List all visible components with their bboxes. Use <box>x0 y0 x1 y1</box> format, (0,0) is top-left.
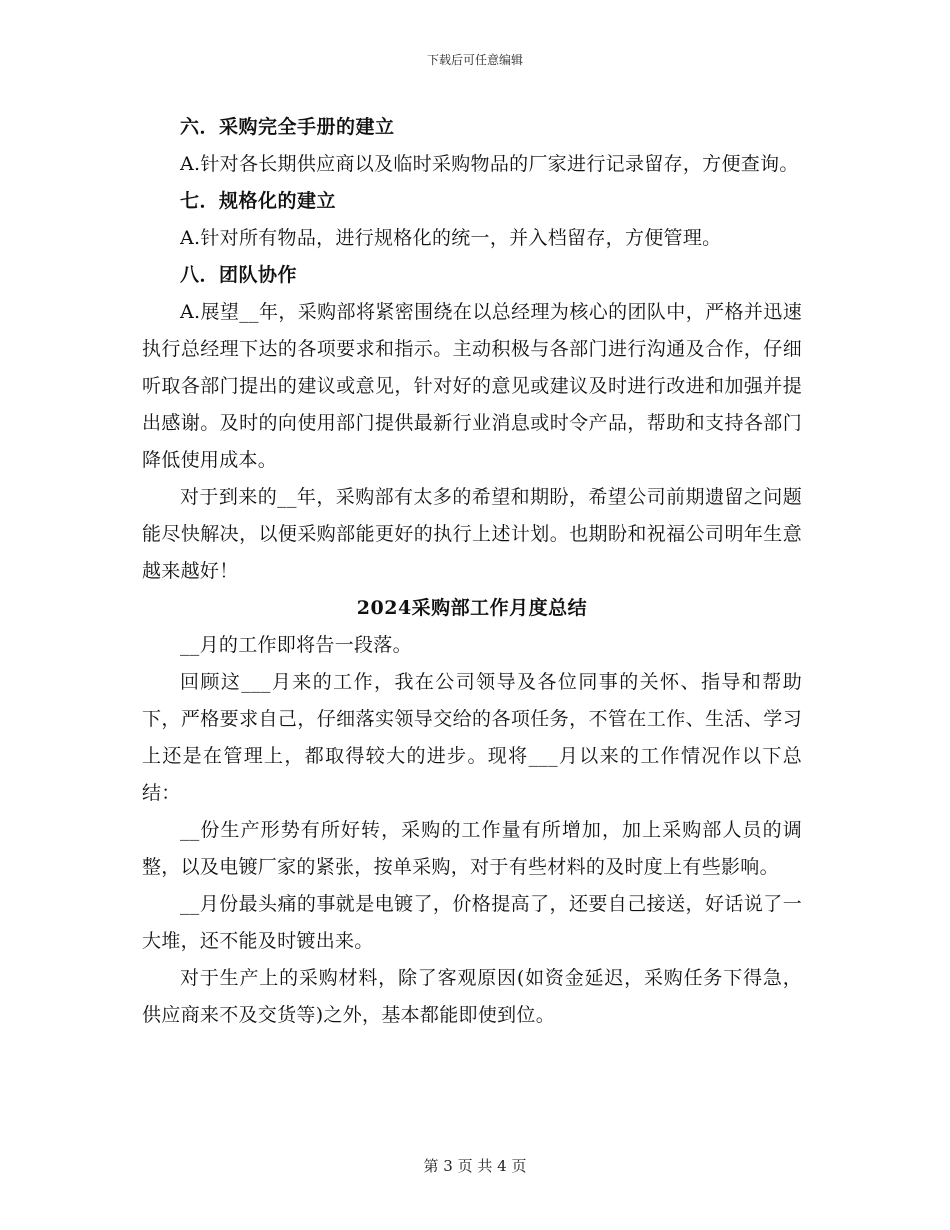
section-heading: 六．采购完全手册的建立 <box>180 116 395 138</box>
paragraph: __月份最头痛的事就是电镀了，价格提高了，还要自己接送，好话说了一大堆，还不能及时镀出来。 <box>142 893 802 952</box>
paragraph: A.展望__年，采购部将紧密围绕在以总经理为核心的团队中，严格并迅速执行总经理下达的各项要求和指示。主动积极与各部门进行沟通及合作，仔细听取各部门提出的建议或意见，针对好的意见或建议及时进行改进和加强并提出感谢。及时的向使用部门提供最新行业消息或时令产品，帮助和支持各部门降低使用成本。 <box>142 301 802 471</box>
section-heading: 八．团队协作 <box>180 264 298 286</box>
section-heading: 七．规格化的建立 <box>180 190 337 212</box>
paragraph: __月的工作即将告一段落。 <box>180 634 412 656</box>
page-footer: 第 3 页 共 4 页 <box>423 1157 527 1175</box>
paragraph: 对于生产上的采购材料，除了客观原因(如资金延迟，采购任务下得急，供应商来不及交货等)之外，基本都能即使到位。 <box>142 967 802 1026</box>
page-header: 下载后可任意编辑 <box>426 53 523 67</box>
paragraph: __份生产形势有所好转，采购的工作量有所增加，加上采购部人员的调整，以及电镀厂家的紧张，按单采购，对于有些材料的及时度上有些影响。 <box>142 819 802 878</box>
paragraph: 回顾这___月来的工作，我在公司领导及各位同事的关怀、指导和帮助下，严格要求自己，仔细落实领导交给的各项任务，不管在工作、生活、学习上还是在管理上，都取得较大的进步。现将___月以来的工作情况作以下总结： <box>142 671 802 804</box>
paragraph: A.针对各长期供应商以及临时采购物品的厂家进行记录留存，方便查询。 <box>180 153 799 175</box>
document-title: 2024采购部工作月度总结 <box>356 597 588 619</box>
paragraph: 对于到来的__年，采购部有太多的希望和期盼，希望公司前期遗留之问题能尽快解决，以便采购部能更好的执行上述计划。也期盼和祝福公司明年生意越来越好！ <box>142 486 802 582</box>
document-body <box>142 109 802 1034</box>
paragraph: A.针对所有物品，进行规格化的统一，并入档留存，方便管理。 <box>180 227 722 249</box>
